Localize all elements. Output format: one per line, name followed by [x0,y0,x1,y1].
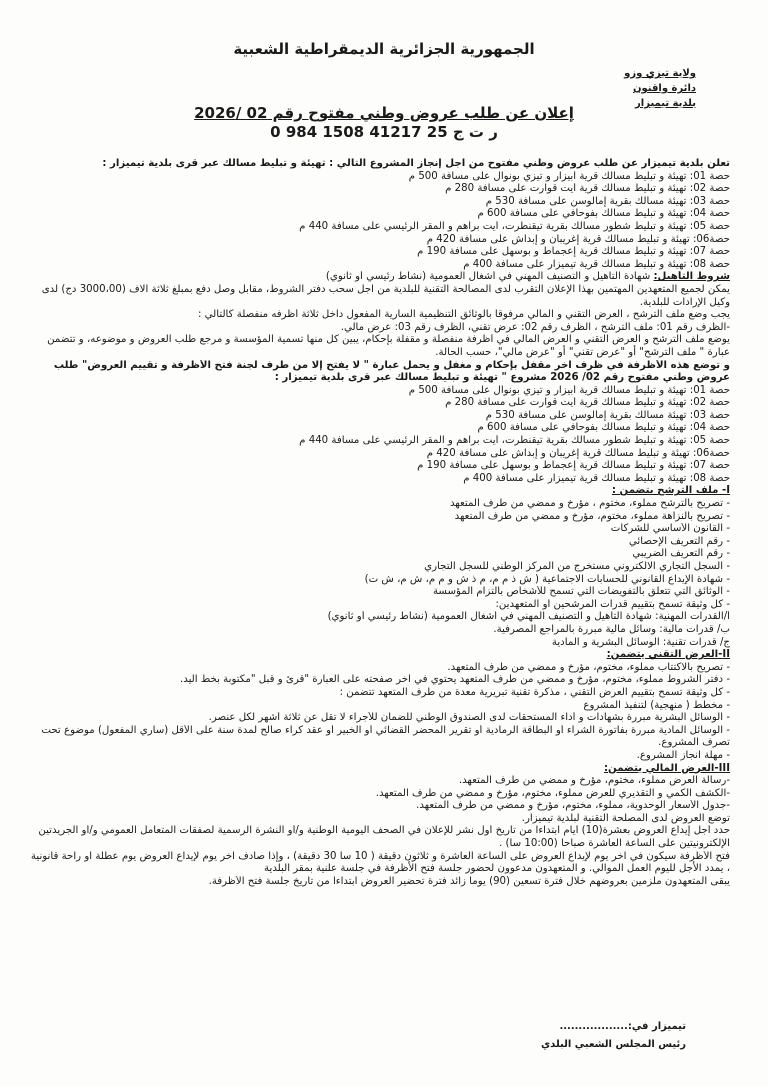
notice-body [30,158,730,888]
notice-reference: ر ت ج 25 41217 1508 984 0 [270,123,498,141]
provision-item: توضع العروض لدى المصلحة التقنية لبلدية تيميزار. [521,812,730,824]
lot-item: حصة 04: تهيئة و تبليط مسالك بفوحافي على مسافة 600 م [477,208,730,220]
lot-item: حصة06: تهيئة و تبليط مسالك قرية إغريبان و إبداش على مسافة 420 م [426,233,730,245]
list-item: -رسالة العرض مملوء، مختوم، مؤرخ و ممضي من طرف المتعهد. [458,775,730,787]
submission-paragraph-4: و توضع هذه الأظرفة في ظرف آخر مقفل بإحكام و مغفل و يحمل عبارة " لا يفتح إلا من طرف لجنة فتح الأظرفة و تقييم العروض" طلب عروض وطني مفتوح رقم 02/ 2026 مشروع " تهيئة و تبليط مسالك عبر قرى بلدية تيميزار : [53,359,730,384]
section-1-list [30,498,730,649]
lot-item: حصة 02: تهيئة و تبليط مسالك قرية أيت قوارت على مسافة 280 م [445,183,730,195]
list-item: - دفتر الشروط مملوء، مختوم، مؤرخ و ممضي من طرف المتعهد يحتوي في آخر صفحته على العبارة "قرئ و قبل "مكتوبة بخط اليد. [180,674,730,686]
list-item: - مخطط ( منهجية) لتنفيذ المشروع [583,699,730,711]
list-item: - تصريح بالاكتتاب مملوء، مختوم، مؤرخ و ممضي من طرف المتعهد. [447,661,730,673]
republic-title: الجمهورية الجزائرية الديمقراطية الشعبية [233,40,535,58]
section-2-title: II-العرض التقني يتضمن: [606,649,730,661]
lot-item: حصة 08: تهيئة و تبليط مسالك قرية تيميزار على مسافة 400 م [463,258,730,270]
list-item: - الوسائل المادية مبررة بفاتورة الشراء أو البطاقة الرمادية أو تقرير المحضر القضائي أو الخبير أو عقد كراء صالح لمدة سنة على الأقل (ساري المفعول) موضوع تحت تصرف المشروع. [41,724,730,749]
lot-item: حصة 01: تهيئة و تبليط مسالك قرية أبيزار و تيزي بونوال على مسافة 500 م [408,384,730,396]
lots-list-1 [30,171,730,272]
conditions-label: شروط التأهيل: [653,271,730,283]
section-3-title: III-العرض المالي يتضمن: [603,762,730,774]
wilaya-line: ولاية تيزي وزو [624,68,696,79]
signature-block [541,1018,686,1054]
final-provisions [30,813,730,889]
provision-item: يبقى المتعهدون ملزمين بعروضهم خلال فترة تسعين (90) يوما زائد فترة تحضير العروض ابتداءا من تاريخ جلسة فتح الأظرفة. [208,875,730,887]
lot-item: حصة 07: تهيئة و تبليط مسالك قرية إعجماط و بوسهل على مسافة 190 م [417,460,730,472]
signature-place: تيميزار في:.................. [559,1021,686,1032]
list-item: - كل وثيقة تسمح بتقييم قدرات المرشحين أو المتعهدين: [495,598,730,610]
lot-item: حصة 05: تهيئة و تبليط شطور مسالك بقرية تيقنطرت، أيت براهم و المقر الرئيسي على مسافة 440 م [299,435,730,447]
conditions-text: شهادة التأهيل و التصنيف المهني في أشغال العمومية (نشاط رئيسي أو ثانوي) [325,271,654,283]
commune-line: بلدية تيميزار [635,98,696,109]
list-item: -الكشف الكمي و التقديري للعرض مملوء، مختوم، مؤرخ و ممضي من طرف المتعهد. [375,787,730,799]
withdraw-paragraph: يمكن لجميع المتعهدين المهتمين بهذا الإعلان التقرب لدى المصالحة التقنية للبلدية من اجل سحب دفتر الشروط، مقابل وصل دفع بمبلغ ثلاثة آلاف (3000،00 دج) لدى وكيل الإرادات للبلدية. [41,283,730,308]
notice-title: إعلان عن طلب عروض وطني مفتوح رقم 02 /2026 [194,104,574,122]
lot-item: حصة 07: تهيئة و تبليط مسالك قرية إعجماط و بوسهل على مسافة 190 م [417,246,730,258]
lots-list-2 [30,385,730,486]
section-3-list [30,775,730,813]
conditions-line [30,271,730,284]
provision-item: حدد أجل إيداع العروض بعشرة(10) أيام ابتداءا من تاريخ أول نشر للإعلان في الصحف اليومية الوطنية و/أو النشرة الرسمية لصفقات المتعامل العمومي و/أو الجريدتين الإلكترونيتين على الساعة العاشرة صباحا (10:00 سا) . [38,825,730,850]
list-item: - كل وثيقة تسمح بتقييم العرض التقني ، مذكرة تقنية تبريرية معدة من طرف المتعهد تتضمن : [339,686,730,698]
list-item: ج/ قدرات تقنية: الوسائل البشرية و المادية [551,636,730,648]
list-item: - الوثائق التي تتعلق بالتفويضات التي تسمح للأشخاص بالتزام المؤسسة [432,586,730,598]
section-2-list [30,662,730,763]
list-item: - تصريح بالترشح مملوء، مختوم ، مؤرخ و ممضي من طرف المتعهد [449,498,730,510]
list-item: ب/ قدرات مالية: وسائل مالية مبررة بالمراجع المصرفية. [493,623,730,635]
section-1-title: I- ملف الترشح يتضمن : [611,485,730,497]
submission-paragraph-2: -الظرف رقم 01: ملف الترشح ، الظرف رقم 02: عرض تقني، الظرف رقم 03: عرض مالي. [340,321,730,333]
submission-paragraph-1: يجب وضع ملف الترشح ، العرض التقني و المالي مرفوقا بالوثائق التنظيمية السارية المفعول داخل ثلاثة أظرفه منفصلة كالتالي : [198,309,730,321]
submission-paragraph-3: يوضع ملف الترشح و العرض التقني و العرض المالي في أظرفة منفصلة و مقفلة بإحكام، يبين كل منها تسمية المؤسسة و مرجع طلب العروض و موضوعه، و تتضمن عبارة " ملف الترشح" أو "عرض تقني" أو "عرض مالي"، حسب الحالة. [47,334,730,358]
lot-item: حصة 05: تهيئة و تبليط شطور مسالك بقرية تيقنطرت، أيت براهم و المقر الرئيسي على مسافة 440 م [299,220,730,232]
lot-item: حصة 04: تهيئة و تبليط مسالك بفوحافي على مسافة 600 م [477,422,730,434]
list-item: أ/القدرات المهنية: شهادة التأهيل و التصنيف المهني في أشغال العمومية (نشاط رئيسي أو ثانوي) [327,611,730,623]
list-item: - مهلة انجاز المشروع. [636,749,730,761]
list-item: - رقم التعريف الضريبي [632,548,730,560]
lot-item: حصة 01: تهيئة و تبليط مسالك قرية أبيزار و تيزي بونوال على مسافة 500 م [408,170,730,182]
lot-item: حصة 03: تهيئة مسالك بقرية إمالوسن على مسافة 530 م [485,409,730,421]
lot-item: حصة 08: تهيئة و تبليط مسالك قرية تيميزار على مسافة 400 م [463,472,730,484]
provision-item: فتح الأظرفة سيكون في آخر يوم لإيداع العروض على الساعة العاشرة و ثلاثون دقيقة ( 10 سا 30 دقيقة) ، وإذا صادف اخر يوم لإيداع العروض يوم عطلة او راحة قانونية ، يمدد الأجل لليوم العمل الموالي. و المتعهدون مدعوون لحضور جلسة فتح الأظرفة في جلسة علنية بمقر البلدية [30,850,730,875]
list-item: - الوسائل البشرية مبررة بشهادات و أداء المستحقات لدى الصندوق الوطني للضمان للأجراء لا تقل عن ثلاثة أشهر لكل عنصر. [208,712,730,724]
lot-item: حصة06: تهيئة و تبليط مسالك قرية إغريبان و إبداش على مسافة 420 م [426,447,730,459]
intro-paragraph: تعلن بلدية تيميزار عن طلب عروض وطني مفتوح من اجل إنجاز المشروع التالي : تهيئة و تبليط مسالك عبر قرى بلدية تيميزار : [102,158,730,169]
list-item: - شهادة الإيداع القانوني للحسابات الاجتماعية ( ش ذ م م، م ذ ش و م م، ش م، ش ت) [364,573,730,585]
lot-item: حصة 02: تهيئة و تبليط مسالك قرية أيت قوارت على مسافة 280 م [445,397,730,409]
list-item: - رقم التعريف الإحصائي [628,535,730,547]
list-item: - السجل التجاري الالكتروني مستخرج من المركز الوطني للسجل التجاري [424,561,730,572]
list-item: -جدول الأسعار الوحدوية، مملوء، مختوم، مؤرخ و ممضي من طرف المتعهد. [416,800,730,812]
signature-title: رئيس المجلس الشعبي البلدي [541,1039,686,1050]
daira-line: دائرة واقنون [633,83,696,94]
list-item: - القانون الأساسي للشركات [610,523,730,535]
lot-item: حصة 03: تهيئة مسالك بقرية إمالوسن على مسافة 530 م [485,195,730,207]
list-item: - تصريح بالنزاهة مملوء، مختوم، مؤرخ و ممضي من طرف المتعهد [454,510,730,522]
